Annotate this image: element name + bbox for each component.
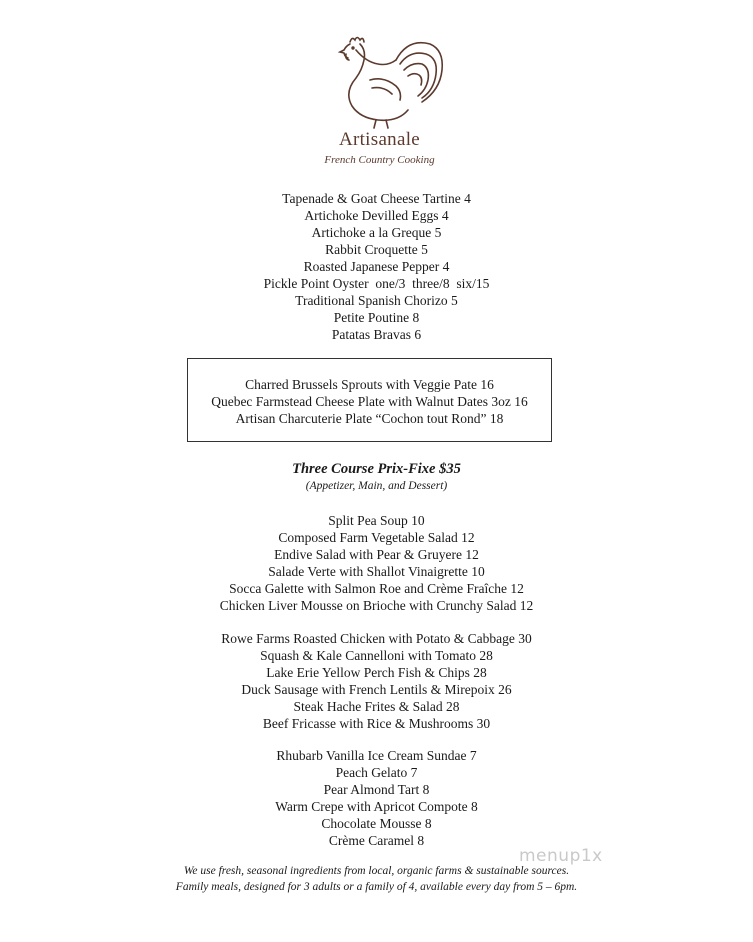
menu-item: Beef Fricasse with Rice & Mushrooms 30 xyxy=(262,716,491,731)
small-plates-list xyxy=(0,190,753,343)
menu-item: Split Pea Soup 10 xyxy=(328,513,425,528)
menu-item: Pickle Point Oyster one/3 three/8 six/15 xyxy=(263,276,490,291)
menu-item: Chocolate Mousse 8 xyxy=(321,816,432,831)
footer-family-meals-note: Family meals, designed for 3 adults or a family of 4, available every day from 5 – 6pm. xyxy=(175,881,578,893)
menu-item: Quebec Farmstead Cheese Plate with Walnut Dates 3oz 16 xyxy=(211,394,528,409)
menu-item: Artisan Charcuterie Plate “Cochon tout Rond” 18 xyxy=(235,411,504,426)
menu-item: Crème Caramel 8 xyxy=(328,833,425,848)
menu-item: Steak Hache Frites & Salad 28 xyxy=(293,699,460,714)
menu-item: Pear Almond Tart 8 xyxy=(323,782,430,797)
menu-item: Composed Farm Vegetable Salad 12 xyxy=(278,530,475,545)
menu-item: Salade Verte with Shallot Vinaigrette 10 xyxy=(268,564,485,579)
prix-fixe-heading xyxy=(0,461,753,492)
appetizers-list xyxy=(0,512,753,614)
prix-fixe-title: Three Course Prix-Fixe $35 xyxy=(292,461,461,477)
brand-block xyxy=(0,129,753,166)
menu-item: Artichoke a la Greque 5 xyxy=(311,225,442,240)
menupix-watermark: menup1x xyxy=(519,846,603,866)
menu-item: Endive Salad with Pear & Gruyere 12 xyxy=(274,547,479,562)
menu-item: Artichoke Devilled Eggs 4 xyxy=(304,208,449,223)
menu-item: Patatas Bravas 6 xyxy=(331,327,422,342)
mains-list xyxy=(0,630,753,732)
menu-item: Rowe Farms Roasted Chicken with Potato & Cabbage 30 xyxy=(221,631,532,646)
menu-item: Rhubarb Vanilla Ice Cream Sundae 7 xyxy=(276,748,477,763)
footer-sourcing-note: We use fresh, seasonal ingredients from local, organic farms & sustainable sources. xyxy=(183,865,570,877)
prix-fixe-subtitle: (Appetizer, Main, and Dessert) xyxy=(305,480,448,492)
menu-item: Lake Erie Yellow Perch Fish & Chips 28 xyxy=(266,665,487,680)
menu-item: Tapenade & Goat Cheese Tartine 4 xyxy=(282,191,471,206)
featured-plates-box xyxy=(187,358,552,442)
restaurant-tagline: French Country Cooking xyxy=(324,154,435,166)
menu-item: Peach Gelato 7 xyxy=(335,765,418,780)
menu-item: Charred Brussels Sprouts with Veggie Pate 16 xyxy=(245,377,494,392)
menu-item: Squash & Kale Cannelloni with Tomato 28 xyxy=(260,648,493,663)
menu-item: Petite Poutine 8 xyxy=(333,310,420,325)
menu-item: Traditional Spanish Chorizo 5 xyxy=(295,293,458,308)
desserts-list xyxy=(0,747,753,849)
menu-item: Duck Sausage with French Lentils & Mirepoix 26 xyxy=(241,682,512,697)
menu-item: Rabbit Croquette 5 xyxy=(325,242,428,257)
menu-item: Warm Crepe with Apricot Compote 8 xyxy=(275,799,478,814)
menu-item: Chicken Liver Mousse on Brioche with Crunchy Salad 12 xyxy=(219,598,534,613)
menu-item: Roasted Japanese Pepper 4 xyxy=(303,259,450,274)
restaurant-name: Artisanale xyxy=(338,129,421,150)
menu-item: Socca Galette with Salmon Roe and Crème Fraîche 12 xyxy=(229,581,524,596)
rooster-logo-icon xyxy=(320,30,450,130)
menu-footer xyxy=(0,863,753,895)
